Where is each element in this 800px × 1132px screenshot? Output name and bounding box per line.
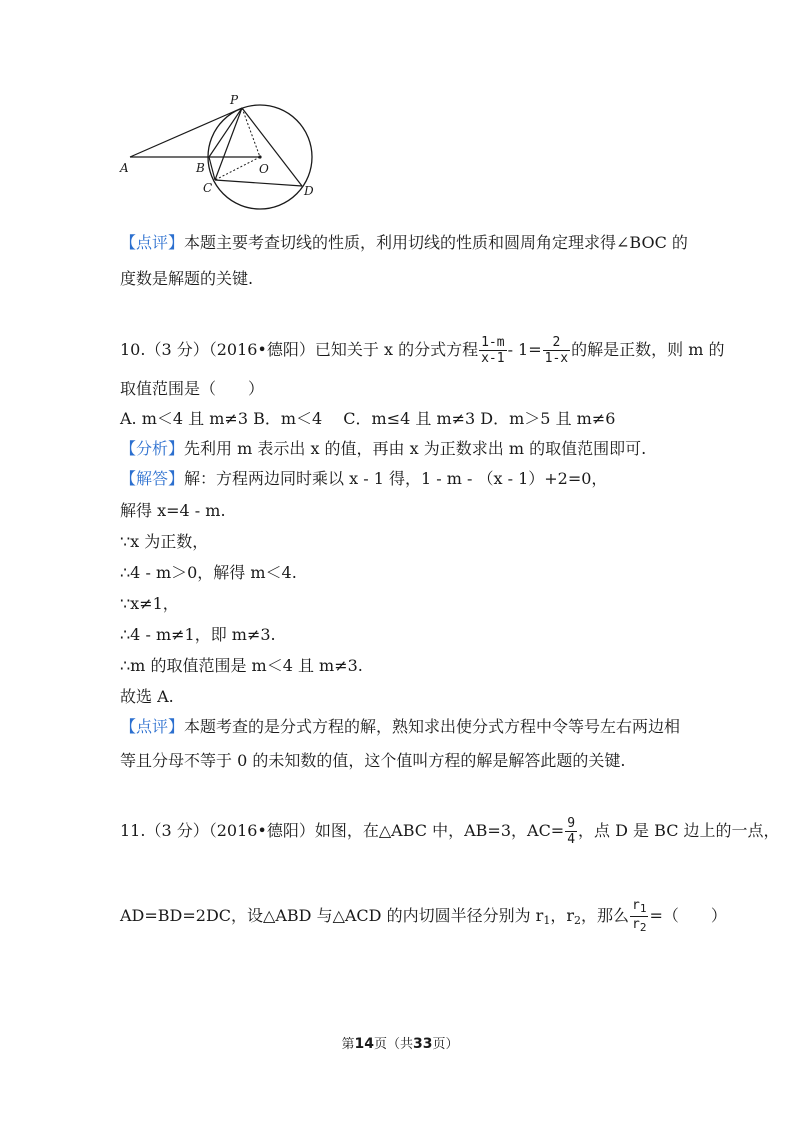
fraction-numerator: 1-m xyxy=(481,335,505,350)
segment-cd xyxy=(215,180,302,186)
q9-comment-line-2: 度数是解题的关键. xyxy=(120,269,254,288)
q11-ratio-fraction xyxy=(630,898,648,935)
center-point-o xyxy=(258,155,261,158)
solution-step: ∴m 的取值范围是 m＜4 且 m≠3. xyxy=(120,656,363,675)
subscript: 2 xyxy=(573,914,581,927)
q10-solution-text: 解：方程两边同时乘以 x - 1 得，1 - m - （x - 1）+2=0， xyxy=(184,469,608,488)
page-footer xyxy=(0,1033,800,1052)
q11-fraction xyxy=(565,816,577,847)
q9-comment-text-1: 本题主要考查切线的性质，利用切线的性质和圆周角定理求得∠BOC 的 xyxy=(184,233,688,252)
analysis-tag: 【分析】 xyxy=(120,439,185,458)
q10-comment-text-1: 本题考查的是分式方程的解，熟知求出使分式方程中令等号左右两边相 xyxy=(184,717,681,736)
q11-line2-mid: ，r xyxy=(550,906,574,925)
comment-tag: 【点评】 xyxy=(120,233,185,252)
comment-tag: 【点评】 xyxy=(120,717,185,736)
solution-step: ∴4 - m＞0，解得 m＜4. xyxy=(120,563,297,582)
q11-stem-line-2 xyxy=(120,898,727,938)
solution-step: 故选 A. xyxy=(120,687,174,706)
q11-stem-prefix: 11.（3 分）（2016•德阳）如图，在△ABC 中，AB=3，AC= xyxy=(120,821,565,840)
q11-line2-after: ，那么 xyxy=(580,906,629,925)
q10-options: A. m＜4 且 m≠3 B．m＜4 C．m≤4 且 m≠3 D．m＞5 且 m≠6 xyxy=(120,409,616,428)
fraction-numerator: 2 xyxy=(543,335,570,351)
footer-pre: 第 xyxy=(341,1037,355,1052)
segment-pd xyxy=(242,108,302,186)
ratio-r: r xyxy=(632,917,640,932)
segment-pc xyxy=(215,108,242,180)
q10-comment xyxy=(120,716,680,738)
fraction-numerator xyxy=(630,898,648,917)
q10-analysis-text: 先利用 m 表示出 x 的值，再由 x 为正数求出 m 的取值范围即可. xyxy=(184,439,647,458)
fraction-denominator: x-1 xyxy=(481,351,505,366)
label-a: A xyxy=(120,161,129,175)
q11-stem xyxy=(120,814,780,848)
label-d: D xyxy=(304,184,314,198)
label-o: O xyxy=(259,162,269,176)
footer-post: 页） xyxy=(432,1037,459,1052)
label-b: B xyxy=(196,161,205,175)
segment-po-dotted xyxy=(242,108,260,157)
fraction-denominator: 1-x xyxy=(544,351,569,366)
subscript: 1 xyxy=(543,914,551,927)
label-p: P xyxy=(230,93,239,107)
q11-stem-suffix: ，点 D 是 BC 边上的一点， xyxy=(578,821,780,840)
q10-stem-line-2: 取值范围是（ ） xyxy=(120,379,265,398)
solution-step: ∴4 - m≠1，即 m≠3. xyxy=(120,625,276,644)
q10-comment-line-2: 等且分母不等于 0 的未知数的值，这个值叫方程的解是解答此题的关键. xyxy=(120,751,626,770)
solution-tag: 【解答】 xyxy=(120,469,185,488)
solution-step: ∵x 为正数， xyxy=(120,532,209,551)
q10-solution xyxy=(120,468,607,490)
solution-step: ∵x≠1， xyxy=(120,594,179,613)
q10-analysis xyxy=(120,438,646,460)
label-c: C xyxy=(203,181,213,195)
geometry-figure xyxy=(118,92,330,212)
footer-mid: 页（共 xyxy=(373,1037,413,1052)
q10-stem-suffix: 的解是正数，则 m 的 xyxy=(571,340,725,359)
q10-stem-mid: - 1= xyxy=(507,340,542,359)
q11-line2-end: =（ ） xyxy=(649,906,727,925)
fraction-denominator: 4 xyxy=(567,832,576,847)
subscript: 1 xyxy=(639,902,647,915)
q10-stem-prefix: 10.（3 分）（2016•德阳）已知关于 x 的分式方程 xyxy=(120,340,479,359)
fraction-denominator xyxy=(630,917,648,935)
page-number: 14 xyxy=(354,1036,374,1052)
solution-step: 解得 x=4 - m. xyxy=(120,501,226,520)
q11-line2-prefix: AD=BD=2DC，设△ABD 与△ACD 的内切圆半径分别为 r xyxy=(120,906,544,925)
q10-stem xyxy=(120,334,724,366)
q10-fraction-1 xyxy=(479,335,506,366)
fraction-numerator: 9 xyxy=(567,816,576,831)
q9-comment xyxy=(120,232,688,254)
ratio-r: r xyxy=(632,898,640,913)
q10-fraction-2 xyxy=(543,335,570,366)
subscript: 2 xyxy=(639,921,647,934)
page-total: 33 xyxy=(413,1036,433,1052)
